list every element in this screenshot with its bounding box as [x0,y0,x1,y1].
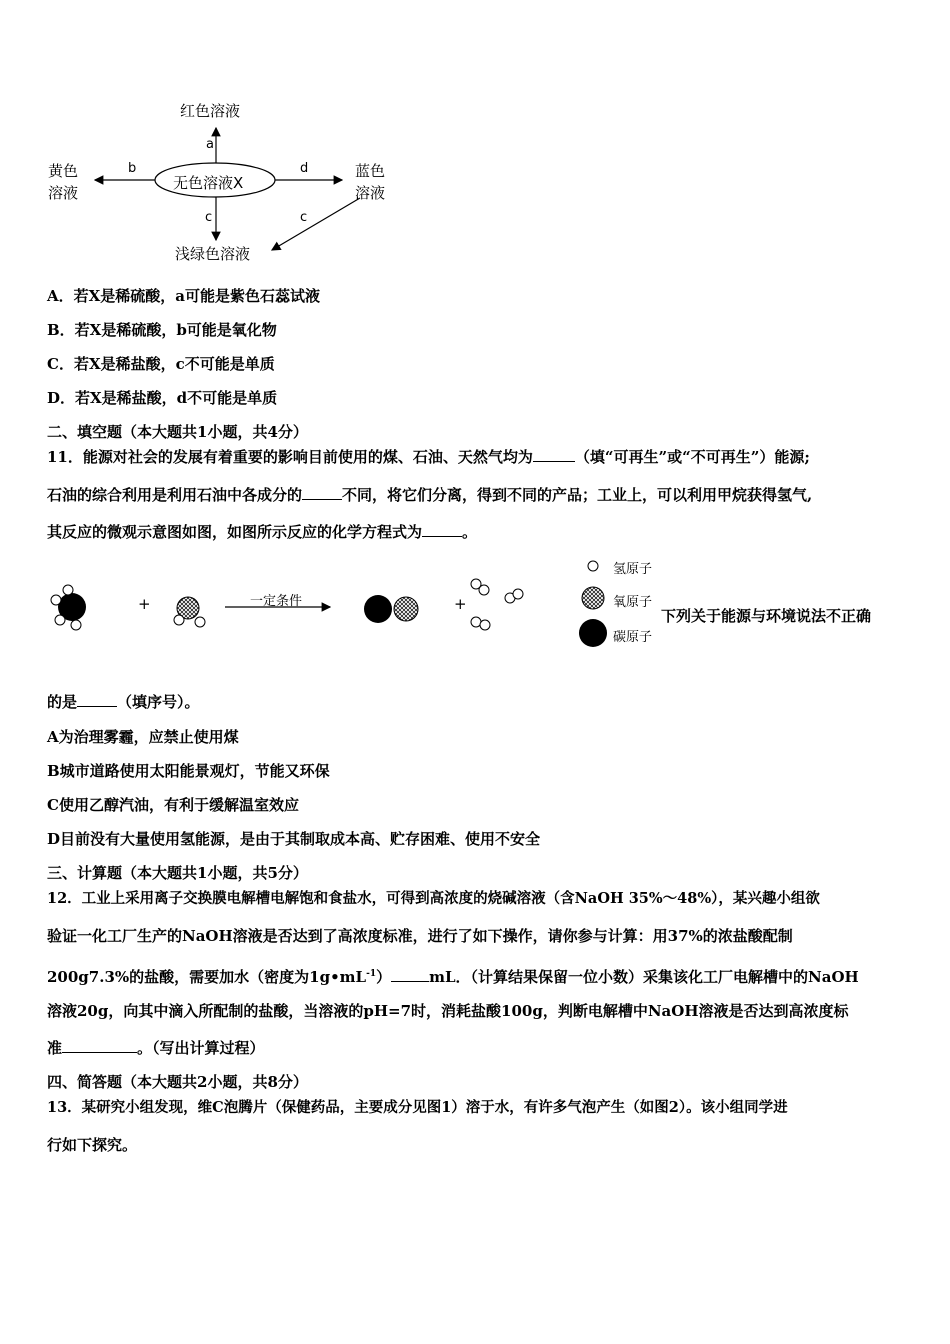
section-2-heading: 二、填空题（本大题共1小题，共4分） [47,423,308,441]
q12-text-3a: 200g7.3%的盐酸，需要加水（密度为1g•mL [47,968,367,986]
q12-line-1: 12．工业上采用离子交换膜电解槽电解饱和食盐水，可得到高浓度的烧碱溶液（含NaOH 35%～48%），某兴趣小组欲 [47,890,820,907]
legend-hydrogen-label: 氢原子 [613,562,653,577]
q11-line-4 [47,692,200,712]
q12-line-2: 验证一化工厂生产的NaOH溶液是否达到了高浓度标准，进行了如下操作，请你参与计算：用37%的浓盐酸配制 [47,927,793,945]
q11-option-c: C使用乙醇汽油，有利于缓解温室效应 [47,796,299,814]
reaction-condition: 一定条件 [250,594,303,609]
q11-text-1a: 11．能源对社会的发展有着重要的影响目前使用的煤、石油、天然气均为 [47,448,533,466]
q11-text-4b: （填序号）。 [117,693,200,711]
q12-text-3c: mL．（计算结果保留一位小数）采集该化工厂电解槽中的NaOH [429,968,859,986]
arrow-c-diag [272,198,360,250]
bottom-label: 浅绿色溶液 [175,245,251,263]
q12-superscript: -1 [366,969,377,979]
left-label-1: 黄色 [48,162,79,180]
legend-hydrogen-symbol [588,561,598,571]
right-label-2: 溶液 [355,184,386,202]
label-c-1: c [205,210,213,225]
q11-option-d: D目前没有大量使用氢能源，是由于其制取成本高、贮存困难、使用不安全 [47,830,541,848]
q11-line-3 [47,522,477,542]
q10-option-b: B．若X是稀硫酸，b可能是氧化物 [47,321,277,339]
answer-blank[interactable] [77,692,117,707]
q11-text-3a: 其反应的微观示意图如图，如图所示反应的化学方程式为 [47,523,423,541]
answer-blank[interactable] [302,485,342,500]
legend-oxygen-label: 氧原子 [613,595,653,610]
q11-text-4a: 的是 [47,693,78,711]
q11-text-1b: （填“可再生”或“不可再生”）能源; [574,448,810,466]
q12-text-5a: 准 [47,1039,63,1057]
label-c-2: c [300,210,308,225]
label-a: a [206,137,214,152]
plus-sign-1: + [138,595,151,613]
water-molecule [174,597,205,627]
q11-side-text: 下列关于能源与环境说法不正确 [661,607,872,625]
legend-carbon-symbol [579,619,607,647]
q11-option-a: A为治理雾霾，应禁止使用煤 [47,728,239,746]
q10-option-c: C．若X是稀盐酸，c不可能是单质 [47,355,275,373]
answer-blank[interactable] [533,447,575,462]
label-d: d [300,161,309,176]
q12-line-3 [47,964,859,987]
q13-line-2: 行如下探究。 [47,1136,138,1154]
q13-line-1: 13．某研究小组发现，维C泡腾片（保健药品，主要成分见图1）溶于水，有许多气泡产生（如图2）。该小组同学进 [47,1099,788,1116]
answer-blank[interactable] [422,522,462,537]
q11-text-3b: 。 [462,523,478,541]
answer-blank[interactable] [391,967,429,982]
legend-oxygen-symbol [582,587,604,609]
q10-option-a: A．若X是稀硫酸，a可能是紫色石蕊试液 [47,287,320,305]
section-3-heading: 三、计算题（本大题共1小题，共5分） [47,864,308,882]
q12-line-4: 溶液20g，向其中滴入所配制的盐酸，当溶液的pH=7时，消耗盐酸100g，判断电解槽中NaOH溶液是否达到高浓度标 [47,1002,849,1020]
q11-option-b: B城市道路使用太阳能景观灯，节能又环保 [47,762,330,780]
hydrogen-molecules [471,579,523,630]
top-label: 红色溶液 [180,102,241,120]
methane-molecule [51,585,86,630]
q11-text-2b: 不同，将它们分离，得到不同的产品；工业上，可以利用甲烷获得氢气, [342,486,813,504]
q10-option-d: D．若X是稀盐酸，d不可能是单质 [47,389,278,407]
label-b: b [128,161,137,176]
q12-line-5 [47,1038,265,1058]
q12-text-5b: 。（写出计算过程） [137,1039,265,1057]
q11-text-2a: 石油的综合利用是利用石油中各成分的 [47,486,303,504]
right-label-1: 蓝色 [355,162,386,180]
legend-carbon-label: 碳原子 [613,630,653,645]
section-4-heading: 四、简答题（本大题共2小题，共8分） [47,1073,308,1091]
q12-text-3b: ） [376,968,392,986]
q11-line-2 [47,485,812,505]
center-label: 无色溶液X [173,174,244,192]
answer-blank[interactable] [62,1038,137,1053]
q11-line-1 [47,447,810,467]
reaction-diagram-svg [40,550,680,660]
plus-sign-2: + [454,595,467,613]
left-label-2: 溶液 [48,184,79,202]
carbon-monoxide-molecule [364,595,418,623]
